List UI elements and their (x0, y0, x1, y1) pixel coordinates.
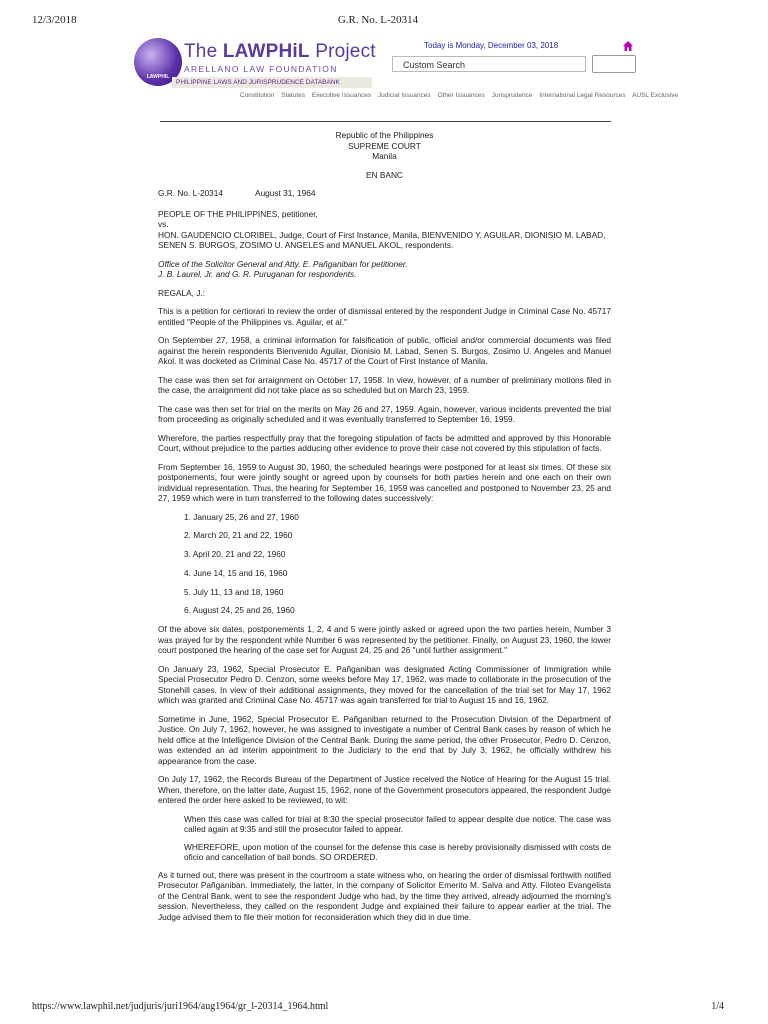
paragraph-5: Wherefore, the parties respectfully pray that the foregoing stipulation of facts be admitted and approved by this Honorable Court, without prejudice to the parties adducing other evidence to prove their case not covered by this stipulation of facts. (158, 432, 611, 453)
foundation-name: ARELLANO LAW FOUNDATION (184, 64, 338, 74)
lawphil-banner[interactable] (134, 38, 376, 90)
nav-international-legal-resources[interactable]: International Legal Resources (539, 92, 626, 99)
paragraph-10: On July 17, 1962, the Records Bureau of the Department of Justice received the Notice of Hearing for the August 15 trial. When, therefore, on the latter date, August 15, 1962, none of the Government prosecutors appeared, the respondent Judge entered the order here asked to be reviewed, to wit: (158, 774, 611, 806)
list-item: 6. August 24, 25 and 26, 1960 (184, 605, 295, 616)
nav-jurisprudence[interactable]: Jurisprudence (491, 92, 533, 99)
counsel-respondents: J. B. Laurel, Jr. and G. R. Puruganan for respondents. (158, 269, 357, 279)
case-number-line (158, 188, 611, 199)
page-number: 1/4 (711, 1001, 724, 1012)
paragraph-4: The case was then set for trial on the merits on May 26 and 27, 1959. Again, however, various incidents prevented the trial from proceeding as originally scheduled and it was eventually transferred to September 16, 1959. (158, 403, 611, 424)
logo-label: LAWPHIL (146, 74, 170, 80)
list-item: 5. July 11, 13 and 18, 1960 (184, 586, 284, 597)
paragraph-1: This is a petition for certiorari to review the order of dismissal entered by the respondent Judge in Criminal Case No. 45717 entitled "People of the Philippines vs. Aguilar, et al." (158, 306, 611, 327)
versus: vs. (158, 219, 169, 229)
paragraph-3: The case was then set for arraignment on October 17, 1958. In view, however, of a number of preliminary motions filed in the case, the arraignment did not take place as so scheduled but on March 23, 1959. (158, 374, 611, 395)
list-item: 2. March 20, 21 and 22, 1960 (184, 530, 293, 541)
respondents: HON. GAUDENCIO CLORIBEL, Judge, Court of First Instance, Manila, BIENVENIDO Y. AGUILAR, DIONISIO M. LABAD, SENEN S. BURGOS, ZOSIMO U. ANGELES and MANUEL AKOL, respondents. (158, 229, 606, 250)
paragraph-7: Of the above six dates, postponements 1, 2, 4 and 5 were jointly asked or agreed upon the two parties herein, Number 3 was prayed for by the respondent while Number 6 was represented by the petitioner. Finally, on August 23, 1960, the lower court postponed the hearing of the case set for August 24, 25 and 26 "until further assignment." (158, 624, 611, 656)
nav-executive-issuances[interactable]: Executive Issuances (311, 92, 372, 99)
court-line: SUPREME COURT (348, 140, 421, 151)
nav-statutes[interactable]: Statutes (281, 92, 305, 99)
list-item: 4. June 14, 15 and 16, 1960 (184, 567, 288, 578)
search-button[interactable] (592, 55, 636, 73)
paragraph-11: As it turned out, there was present in the courtroom a state witness who, on hearing the order of dismissal forthwith notified Prosecutor Pañganiban. Immediately, the latter, in the company of Solicitor Emerito M. Salva and Atty. Filoteo Evangelista of the Central Bank, went to see the respondent Judge who had, by the time they arrived, already adjourned the morning's session. Nevertheless, they called on the respondent Judge and explained their failure to appear earlier at the trial. The Judge advised them to file their motion for reconsideration which they did in due time. (158, 869, 611, 922)
custom-search-input[interactable]: Custom Search (392, 56, 586, 72)
today-date: Today is Monday, December 03, 2018 (424, 41, 559, 50)
paragraph-2: On September 27, 1958, a criminal information for falsification of public, official and/or commercial documents was filed against the herein respondents Bienvenido Aguilar, Dionisio M. Labad, Senen S. Burgos, Zosimo U. Angeles and Manuel Akol. It was docketed as Criminal Case No. 45717 of the Court of First Instance of Manila. (158, 335, 611, 366)
databank-label: PHILIPPINE LAWS AND JURISPRUDENCE DATABANK (172, 77, 372, 88)
nav-other-issuances[interactable]: Other Issuances (437, 92, 485, 99)
nav-menu (240, 92, 683, 99)
header-divider (160, 121, 611, 122)
counsel-petitioner: Office of the Solicitor General and Atty. E. Pañganiban for petitioner. (158, 258, 408, 269)
home-icon[interactable] (622, 40, 634, 52)
print-url: https://www.lawphil.net/judjuris/juri1964/aug1964/gr_l-20314_1964.html (32, 1001, 329, 1012)
decision-body (158, 130, 611, 930)
paragraph-8: On January 23, 1962, Special Prosecutor E. Pañganiban was designated Acting Commissioner of Immigration while Special Prosecutor Pedro D. Cenzon, some weeks before May 17, 1962, was made to collaborate in the prosecution of the Stonehill cases. In view of their additional assignments, they moved for the cancellation of the trial set for May 17, 1962 which was granted and Criminal Case No. 45717 was again transferred for trial to August 15 and 16, 1962. (158, 663, 611, 706)
court-heading (158, 130, 611, 162)
en-banc: EN BANC (366, 169, 403, 180)
print-date: 12/3/2018 (32, 14, 77, 26)
case-parties (158, 209, 611, 251)
order-quote-2: WHEREFORE, upon motion of the counsel for the defense this case is hereby provisionally dismissed with costs de oficio and cancellation of bail bonds. SO ORDERED. (184, 841, 611, 863)
gr-number: G.R. No. L-20314 (158, 188, 224, 198)
order-quote-1: When this case was called for trial at 8:30 the special prosecutor failed to appear despite due notice. The case was called again at 9:35 and still the prosecutor failed to appear. (184, 813, 611, 835)
city-line: Manila (372, 151, 397, 161)
ponente: REGALA, J.: (158, 287, 206, 298)
counsel (158, 259, 611, 280)
list-item: 1. January 25, 26 and 27, 1960 (184, 511, 299, 522)
postponement-dates (184, 512, 611, 616)
nav-judicial-issuances[interactable]: Judicial Issuances (377, 92, 431, 99)
list-item: 3. April 20, 21 and 22, 1960 (184, 549, 286, 560)
paragraph-9: Sometime in June, 1962, Special Prosecutor E. Pañganiban returned to the Prosecution Division of the Department of Justice. On July 7, 1962, however, he was assigned to investigate a number of Central Bank cases by reason of which he held office at the Intelligence Division of the Central Bank. During the same period, the other Prosecutor, Pedro D. Cenzon, was extended an ad interim appointment to the Judiciary to the end that by July 3, 1962, he officially withdrew his appearance from the case. (158, 713, 611, 766)
print-title: G.R. No. L-20314 (337, 14, 419, 26)
nav-ausl-exclusive[interactable]: AUSL Exclusive (632, 92, 679, 99)
petitioner: PEOPLE OF THE PHILIPPINES, petitioner, (158, 208, 318, 219)
brand-title[interactable]: The LAWPHiL Project (184, 41, 376, 62)
nav-constitution[interactable]: Constitution (240, 92, 275, 99)
decision-date: August 31, 1964 (255, 188, 316, 198)
republic-line: Republic of the Philippines (335, 130, 434, 140)
paragraph-6: From September 16, 1959 to August 30, 1960, the scheduled hearings were postponed for at least six times. Of these six postponements, four were jointly sought or agreed upon by counsels for both parties herein and one each on their own individual representation. Thus, the hearing for September 16, 1959 was cancelled and postponed to November 23, 25 and 27, 1959 which were in turn transferred to the following dates successively: (158, 461, 611, 503)
